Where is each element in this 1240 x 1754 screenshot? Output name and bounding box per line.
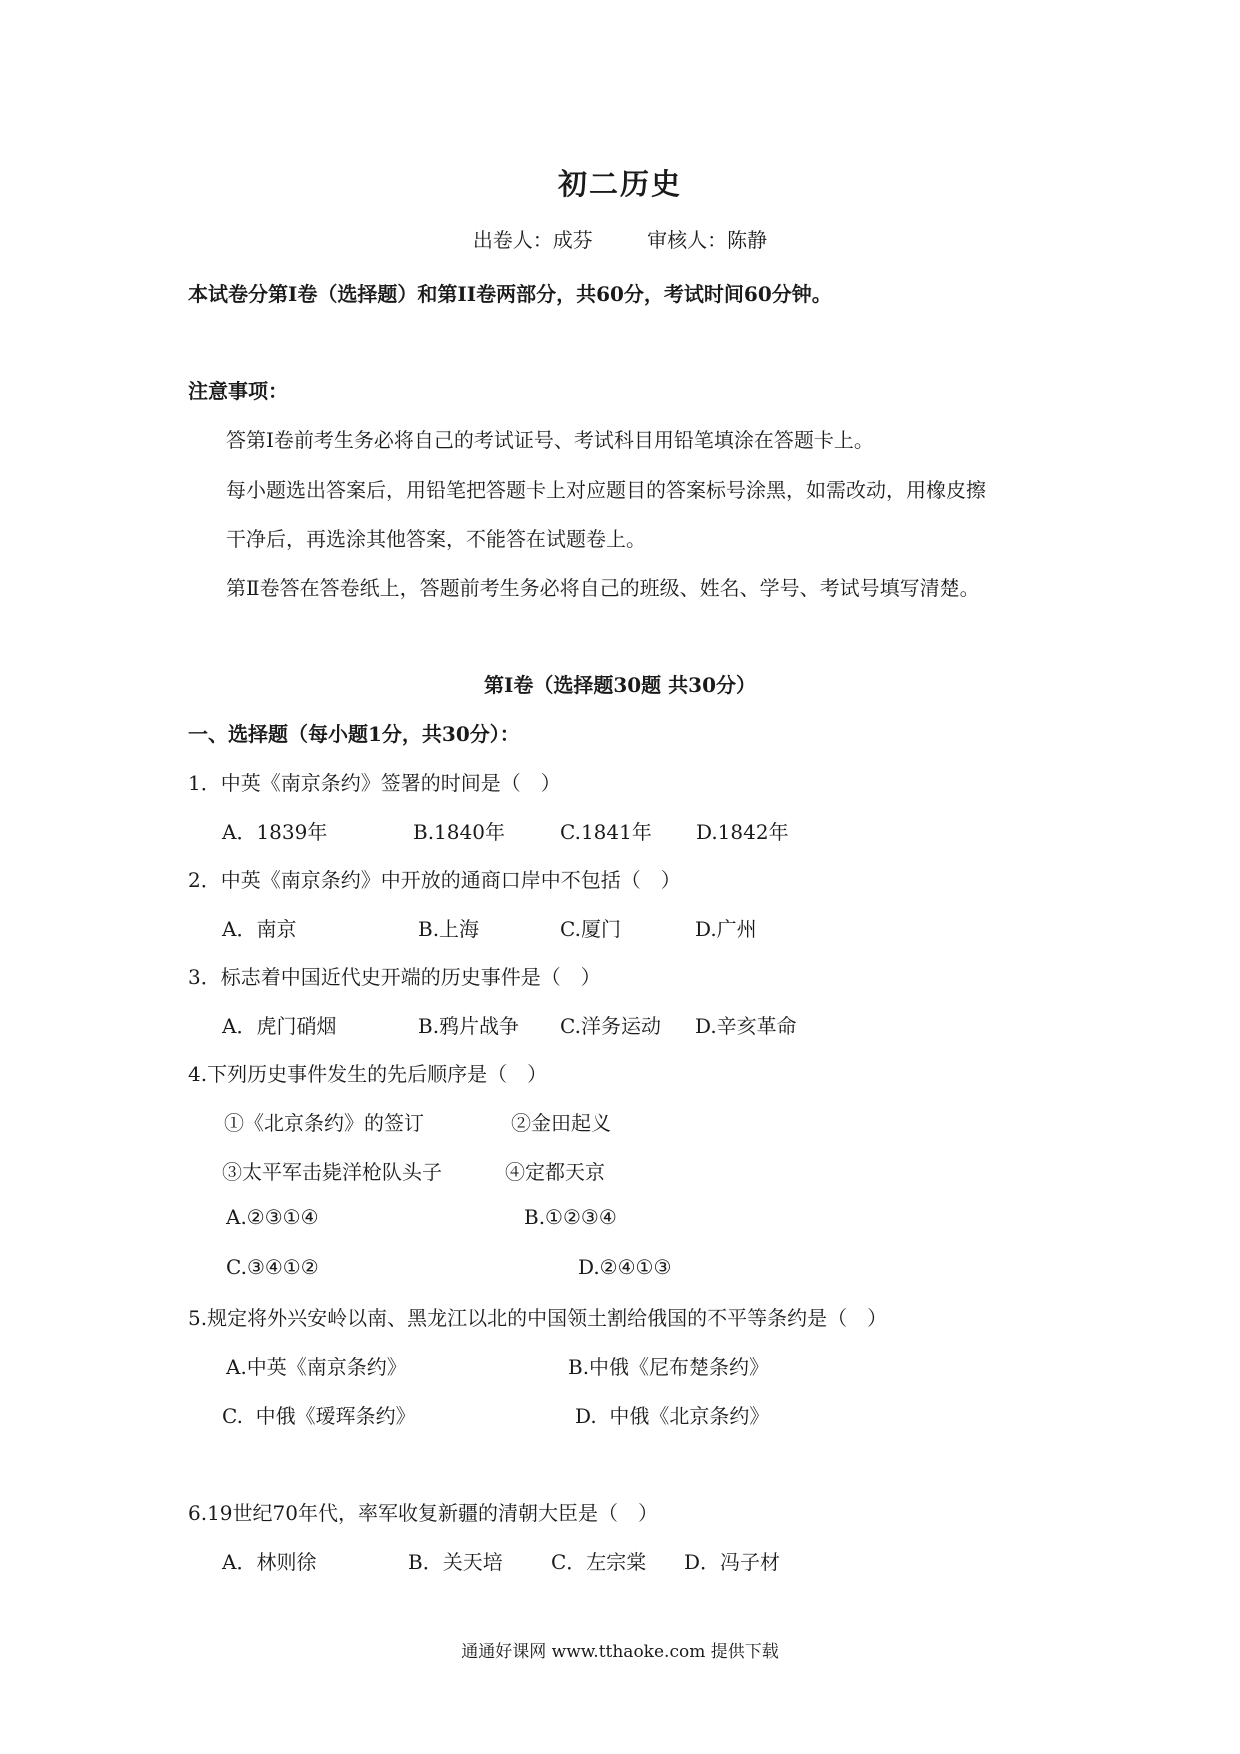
page-title: 初二历史 — [557, 167, 682, 201]
option-d: D.辛亥革命 — [695, 1014, 797, 1038]
event-item: ③太平军击毙洋枪队头子 — [222, 1160, 442, 1184]
option-b: B．关天培 — [408, 1550, 503, 1574]
question-stem: 4.下列历史事件发生的先后顺序是（ ） — [188, 1062, 548, 1086]
option-a: A．林则徐 — [222, 1550, 317, 1574]
setter-label: 出卷人：成芬 — [472, 228, 593, 252]
page-footer: 通通好课网 www.tthaoke.com 提供下载 — [461, 1642, 779, 1662]
authors-line — [0, 224, 1240, 253]
option-a: A.中英《南京条约》 — [226, 1355, 407, 1379]
notes-title: 注意事项： — [188, 379, 288, 403]
option-a: A．虎门硝烟 — [222, 1014, 337, 1038]
part-heading: 一、选择题（每小题1分，共30分）： — [188, 722, 520, 746]
option-d: D.②④①③ — [578, 1255, 672, 1279]
option-d: D. 中俄《北京条约》 — [575, 1404, 770, 1428]
option-c: C. 中俄《瑷珲条约》 — [222, 1404, 416, 1428]
option-d: D．冯子材 — [684, 1550, 781, 1574]
note-line: 第Ⅱ卷答在答卷纸上，答题前考生务必将自己的班级、姓名、学号、考试号填写清楚。 — [226, 576, 980, 600]
question-stem: 5.规定将外兴安岭以南、黑龙江以北的中国领土割给俄国的不平等条约是（ ） — [188, 1306, 888, 1330]
option-a: A．1839年 — [222, 820, 328, 844]
option-b: B.①②③④ — [524, 1205, 617, 1229]
question-stem: 1．中英《南京条约》签署的时间是（ ） — [188, 771, 561, 795]
reviewer-label: 审核人：陈静 — [647, 228, 768, 252]
option-d: D.1842年 — [696, 820, 789, 844]
event-item: ②金田起义 — [511, 1111, 611, 1135]
option-c: C.③④①② — [226, 1255, 319, 1279]
option-b: B.上海 — [418, 917, 480, 941]
option-c: C.1841年 — [560, 820, 652, 844]
option-c: C.洋务运动 — [560, 1014, 661, 1038]
note-line: 答第Ⅰ卷前考生务必将自己的考试证号、考试科目用铅笔填涂在答题卡上。 — [226, 428, 874, 452]
option-b: B.1840年 — [413, 820, 505, 844]
note-line: 每小题选出答案后，用铅笔把答题卡上对应题目的答案标号涂黑，如需改动，用橡皮擦 — [226, 478, 986, 502]
question-stem: 6.19世纪70年代，率军收复新疆的清朝大臣是（ ） — [188, 1501, 658, 1525]
option-b: B.鸦片战争 — [418, 1014, 520, 1038]
question-stem: 2．中英《南京条约》中开放的通商口岸中不包括（ ） — [188, 868, 681, 892]
exam-intro: 本试卷分第Ⅰ卷（选择题）和第II卷两部分，共60分，考试时间60分钟。 — [188, 282, 832, 306]
question-stem: 3．标志着中国近代史开端的历史事件是（ ） — [188, 965, 601, 989]
option-d: D.广州 — [695, 917, 757, 941]
option-b: B.中俄《尼布楚条约》 — [568, 1355, 770, 1379]
section-heading: 第Ⅰ卷（选择题30题 共30分） — [484, 673, 756, 697]
event-item: ④定都天京 — [505, 1160, 605, 1184]
option-a: A.②③①④ — [226, 1205, 319, 1229]
note-line: 干净后，再选涂其他答案，不能答在试题卷上。 — [226, 527, 646, 551]
option-c: C.厦门 — [560, 917, 621, 941]
option-c: C．左宗棠 — [551, 1550, 647, 1574]
option-a: A．南京 — [222, 917, 297, 941]
event-item: ①《北京条约》的签订 — [224, 1111, 424, 1135]
